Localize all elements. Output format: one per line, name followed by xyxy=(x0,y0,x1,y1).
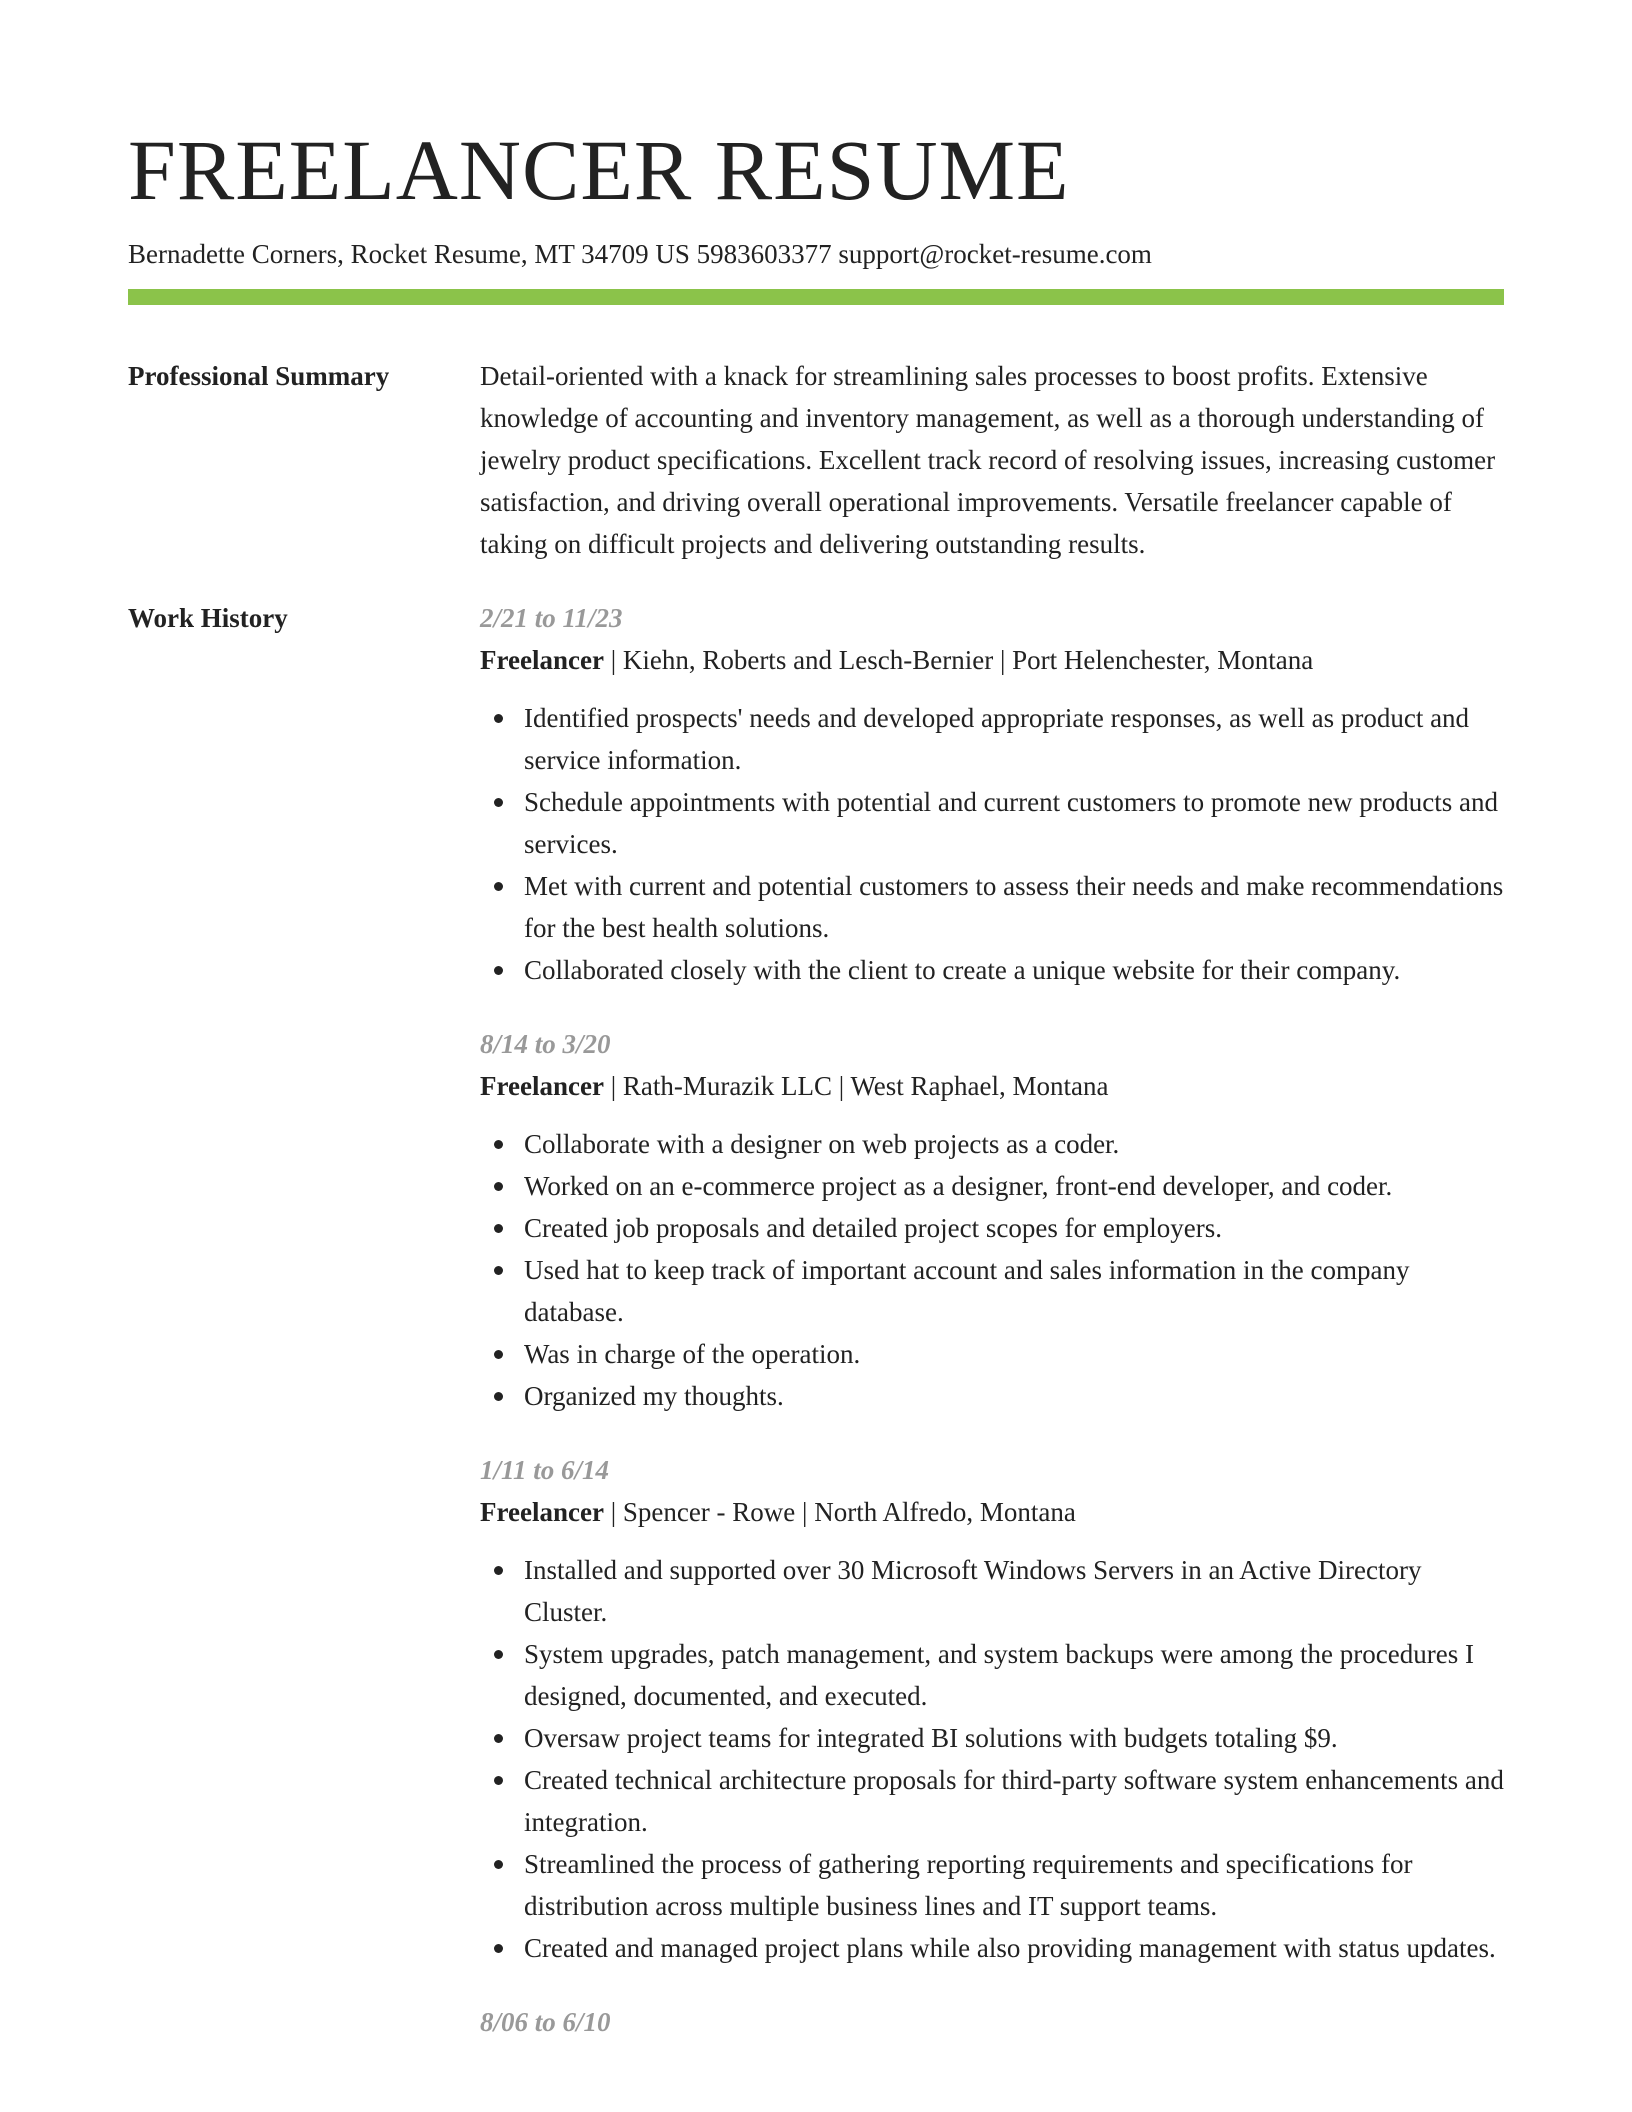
job-bullet xyxy=(480,781,1504,865)
job-title: Freelancer xyxy=(480,1497,604,1527)
job-bullet xyxy=(480,1927,1504,1969)
job-location: North Alfredo, Montana xyxy=(814,1497,1076,1527)
bullet-dot-icon xyxy=(494,1392,503,1401)
job-location: Port Helenchester, Montana xyxy=(1012,645,1314,675)
job-bullet xyxy=(480,1375,1504,1417)
job-title: Freelancer xyxy=(480,645,604,675)
job-bullet xyxy=(480,1207,1504,1249)
section-label-work-history: Work History xyxy=(128,603,288,633)
job-separator: | xyxy=(832,1071,851,1101)
job-bullet xyxy=(480,1633,1504,1717)
job-bullet-text: Created job proposals and detailed project scopes for employers. xyxy=(524,1213,1223,1243)
job-bullet-list xyxy=(480,1549,1504,1969)
job-bullet-text: Met with current and potential customers to assess their needs and make recommendations for the best health solutions. xyxy=(524,871,1504,943)
job-separator: | xyxy=(993,645,1013,675)
job-separator: | xyxy=(603,645,623,675)
job-bullet xyxy=(480,1549,1504,1633)
professional-summary-section xyxy=(128,355,1504,565)
bullet-dot-icon xyxy=(494,1140,503,1149)
bullet-dot-icon xyxy=(494,1182,503,1191)
job-title: Freelancer xyxy=(480,1071,604,1101)
bullet-dot-icon xyxy=(494,882,503,891)
job-bullet-text: Streamlined the process of gathering reporting requirements and specifications for distribution across multiple business lines and IT support teams. xyxy=(524,1849,1413,1921)
bullet-dot-icon xyxy=(494,966,503,975)
bullet-dot-icon xyxy=(494,1776,503,1785)
job-bullet-text: Created technical architecture proposals for third-party software system enhancements and integration. xyxy=(524,1765,1504,1837)
work-history-section xyxy=(128,597,1504,2075)
job-entry xyxy=(480,597,1504,991)
job-bullet-text: Created and managed project plans while also providing management with status updates. xyxy=(524,1933,1496,1963)
job-bullet-text: Collaborated closely with the client to create a unique website for their company. xyxy=(524,955,1401,985)
job-bullet-text: System upgrades, patch management, and system backups were among the procedures I designed, documented, and executed. xyxy=(524,1639,1474,1711)
resume-title: FREELANCER RESUME xyxy=(128,122,1070,218)
summary-body xyxy=(480,355,1504,565)
job-bullet-text: Worked on an e-commerce project as a designer, front-end developer, and coder. xyxy=(524,1171,1393,1201)
job-bullet xyxy=(480,949,1504,991)
job-bullet-text: Used hat to keep track of important account and sales information in the company database. xyxy=(524,1255,1410,1327)
job-separator: | xyxy=(603,1497,623,1527)
bullet-dot-icon xyxy=(494,1566,503,1575)
job-bullet xyxy=(480,1843,1504,1927)
bullet-dot-icon xyxy=(494,798,503,807)
job-bullet-list xyxy=(480,697,1504,991)
job-entry xyxy=(480,1449,1504,1969)
job-dates: 8/06 to 6/10 xyxy=(480,2007,611,2037)
job-header xyxy=(480,639,1504,681)
job-separator: | xyxy=(795,1497,815,1527)
job-bullet-list xyxy=(480,1123,1504,1417)
work-history-body xyxy=(480,597,1504,2075)
job-dates: 2/21 to 11/23 xyxy=(480,603,623,633)
job-header xyxy=(480,1491,1504,1533)
bullet-dot-icon xyxy=(494,1650,503,1659)
job-bullet xyxy=(480,1123,1504,1165)
job-bullet xyxy=(480,1165,1504,1207)
bullet-dot-icon xyxy=(494,714,503,723)
summary-text: Detail-oriented with a knack for streamlining sales processes to boost profits. Extensive knowledge of accounting and inventory management, as well as a thorough understanding of jewelry product specifications. Excellent track record of resolving issues, increasing customer satisfaction, and driving overall operational improvements. Versatile freelancer capable of taking on difficult projects and delivering outstanding results. xyxy=(480,361,1496,559)
bullet-dot-icon xyxy=(494,1350,503,1359)
job-bullet-text: Schedule appointments with potential and current customers to promote new products and services. xyxy=(524,787,1499,859)
bullet-dot-icon xyxy=(494,1734,503,1743)
job-bullet xyxy=(480,1717,1504,1759)
bullet-dot-icon xyxy=(494,1944,503,1953)
job-bullet-text: Installed and supported over 30 Microsoft Windows Servers in an Active Directory Cluster. xyxy=(524,1555,1422,1627)
job-bullet-text: Identified prospects' needs and developed appropriate responses, as well as product and service information. xyxy=(524,703,1470,775)
accent-divider xyxy=(128,289,1504,305)
job-bullet xyxy=(480,1333,1504,1375)
job-company: Rath-Murazik LLC xyxy=(622,1071,833,1101)
job-bullet xyxy=(480,1759,1504,1843)
job-bullet xyxy=(480,865,1504,949)
bullet-dot-icon xyxy=(494,1266,503,1275)
job-dates: 8/14 to 3/20 xyxy=(480,1029,611,1059)
job-company: Spencer - Rowe xyxy=(622,1497,796,1527)
bullet-dot-icon xyxy=(494,1860,503,1869)
contact-line: Bernadette Corners, Rocket Resume, MT 34709 US 5983603377 support@rocket-resume.com xyxy=(128,239,1152,269)
job-company: Kiehn, Roberts and Lesch-Bernier xyxy=(622,645,994,675)
job-entry xyxy=(480,2001,1504,2043)
job-bullet-text: Organized my thoughts. xyxy=(524,1381,784,1411)
job-bullet-text: Collaborate with a designer on web projects as a coder. xyxy=(524,1129,1120,1159)
job-entry xyxy=(480,1023,1504,1417)
bullet-dot-icon xyxy=(494,1224,503,1233)
job-bullet-text: Was in charge of the operation. xyxy=(524,1339,861,1369)
job-separator: | xyxy=(603,1071,623,1101)
job-header xyxy=(480,1065,1504,1107)
job-location: West Raphael, Montana xyxy=(850,1071,1109,1101)
job-bullet xyxy=(480,697,1504,781)
job-dates: 1/11 to 6/14 xyxy=(480,1455,610,1485)
job-bullet xyxy=(480,1249,1504,1333)
section-label-summary: Professional Summary xyxy=(128,361,390,391)
job-bullet-text: Oversaw project teams for integrated BI solutions with budgets totaling $9. xyxy=(524,1723,1338,1753)
